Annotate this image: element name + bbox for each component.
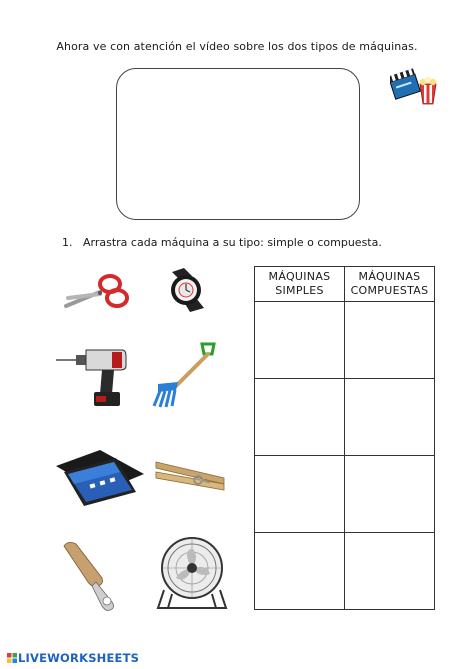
header-simple (255, 267, 345, 302)
liveworksheets-logo-icon (7, 653, 17, 663)
intro-text: Ahora ve con atención el vídeo sobre los dos tipos de máquinas. (56, 40, 418, 53)
instruction-number: 1. (62, 236, 73, 249)
instruction-text: Arrastra cada máquina a su tipo: simple o compuesta. (83, 236, 382, 249)
header-compound-line2: COMPUESTAS (350, 284, 429, 297)
clothespin-icon[interactable] (154, 454, 228, 498)
scissors-icon[interactable] (60, 270, 132, 316)
drop-zone-simple[interactable] (255, 533, 345, 610)
table-row (255, 456, 435, 533)
drop-zone-simple[interactable] (255, 456, 345, 533)
drop-zone-compound[interactable] (345, 533, 435, 610)
smartwatch-icon[interactable] (162, 266, 210, 314)
drop-zone-compound[interactable] (345, 302, 435, 379)
table-row (255, 533, 435, 610)
rake-icon[interactable] (144, 340, 222, 412)
drill-icon[interactable] (54, 346, 128, 410)
drop-zone-simple[interactable] (255, 379, 345, 456)
drop-zone-simple[interactable] (255, 302, 345, 379)
bottle-opener-icon[interactable] (58, 538, 136, 614)
fan-icon[interactable] (152, 534, 232, 612)
header-simple-line2: SIMPLES (275, 284, 324, 297)
logo-text: LIVEWORKSHEETS (18, 651, 140, 665)
header-compound (345, 267, 435, 302)
tablet-icon[interactable] (54, 446, 148, 508)
instruction-line (62, 236, 382, 249)
video-frame[interactable] (116, 68, 360, 220)
movie-clapper-popcorn-icon (390, 66, 438, 108)
header-simple-line1: MÁQUINAS (268, 270, 331, 283)
drop-zone-compound[interactable] (345, 379, 435, 456)
header-compound-line1: MÁQUINAS (358, 270, 421, 283)
table-row (255, 379, 435, 456)
sorting-table (254, 266, 435, 610)
table-row (255, 302, 435, 379)
drop-zone-compound[interactable] (345, 456, 435, 533)
liveworksheets-logo (7, 651, 139, 665)
